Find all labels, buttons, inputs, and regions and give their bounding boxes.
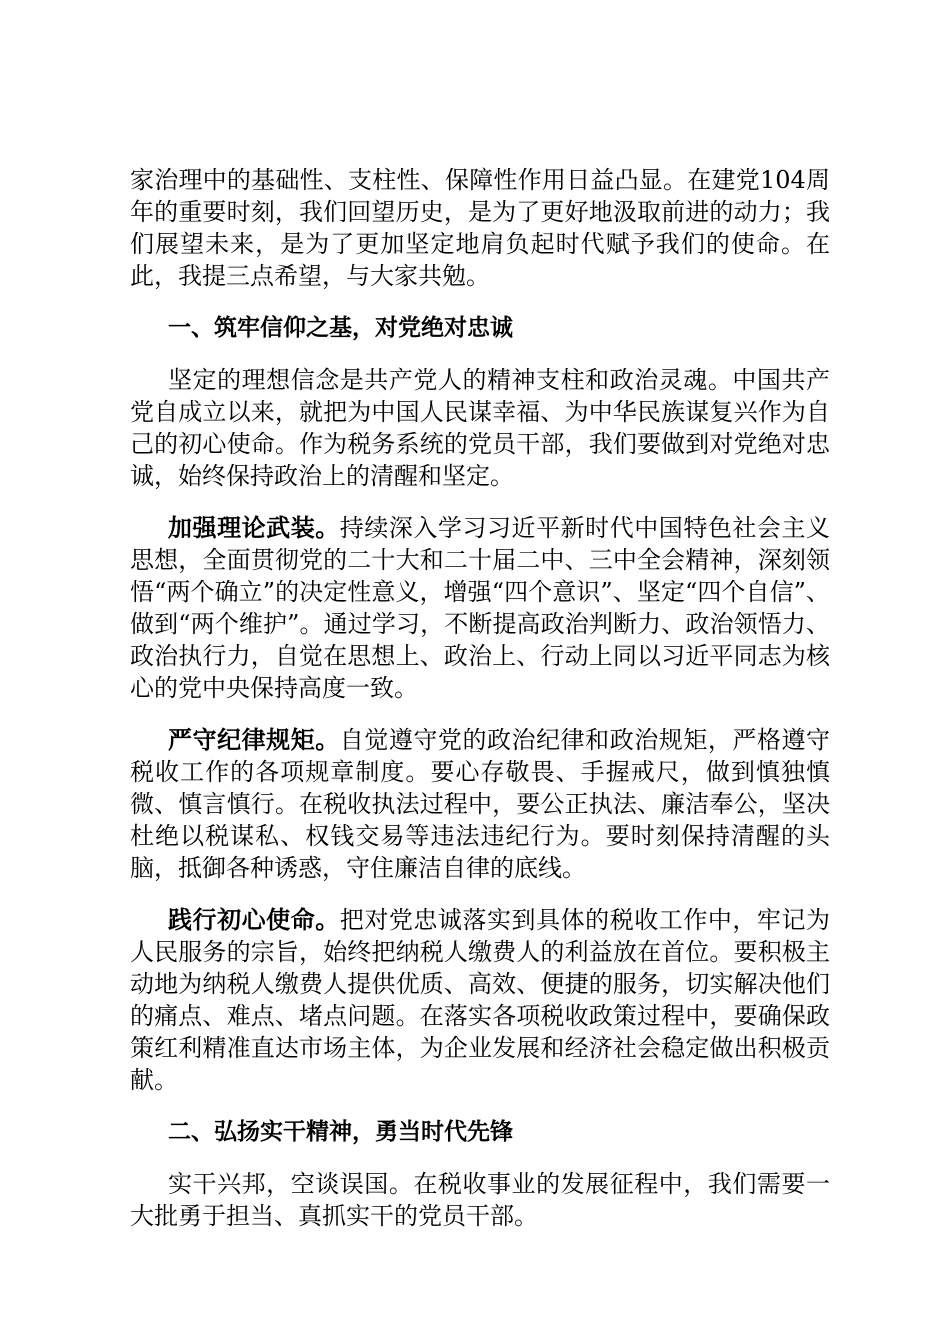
paragraph-faith: 坚定的理想信念是共产党人的精神支柱和政治灵魂。中国共产党自成立以来，就把为中国人民谋幸福、为中华民族谋复兴作为自己的初心使命。作为税务系统的党员干部，我们要做到对党绝对忠诚，始终保持政治上的清醒和坚定。 (130, 366, 830, 490)
paragraph-theory (130, 512, 830, 704)
lead-phrase-discipline: 严守纪律规矩。 (168, 726, 340, 754)
section-heading-1: 一、筑牢信仰之基，对党绝对忠诚 (168, 315, 513, 341)
paragraph-practice: 实干兴邦，空谈误国。在税收事业的发展征程中，我们需要一大批勇于担当、真抓实干的党员干部。 (130, 1170, 830, 1230)
lead-phrase-theory: 加强理论武装。 (168, 514, 340, 542)
section-heading-2: 二、弘扬实干精神，勇当时代先锋 (168, 1119, 513, 1145)
paragraph-mission (130, 904, 830, 1096)
paragraph-continuation: 家治理中的基础性、支柱性、保障性作用日益凸显。在建党104周年的重要时刻，我们回望历史，是为了更好地汲取前进的动力；我们展望未来，是为了更加坚定地肩负起时代赋予我们的使命。在此，我提三点希望，与大家共勉。 (130, 166, 830, 290)
body-theory: 持续深入学习习近平新时代中国特色社会主义思想，全面贯彻党的二十大和二十届二中、三中全会精神，深刻领悟“两个确立”的决定性意义，增强“四个意识”、坚定“四个自信”、做到“两个维护”。通过学习，不断提高政治判断力、政治领悟力、政治执行力，自觉在思想上、政治上、行动上同以习近平同志为核心的党中央保持高度一致。 (130, 514, 831, 702)
body-mission: 把对党忠诚落实到具体的税收工作中，牢记为人民服务的宗旨，始终把纳税人缴费人的利益放在首位。要积极主动地为纳税人缴费人提供优质、高效、便捷的服务，切实解决他们的痛点、难点、堵点问题。在落实各项税收政策过程中，要确保政策红利精准直达市场主体，为企业发展和经济社会稳定做出积极贡献。 (130, 906, 831, 1094)
lead-phrase-mission: 践行初心使命。 (168, 906, 340, 934)
paragraph-discipline (130, 724, 830, 884)
document-page (130, 164, 830, 1232)
body-discipline: 自觉遵守党的政治纪律和政治规矩，严格遵守税收工作的各项规章制度。要心存敬畏、手握戒尺，做到慎独慎微、慎言慎行。在税收执法过程中，要公正执法、廉洁奉公，坚决杜绝以税谋私、权钱交易等违法违纪行为。要时刻保持清醒的头脑，抵御各种诱惑，守住廉洁自律的底线。 (130, 726, 831, 882)
